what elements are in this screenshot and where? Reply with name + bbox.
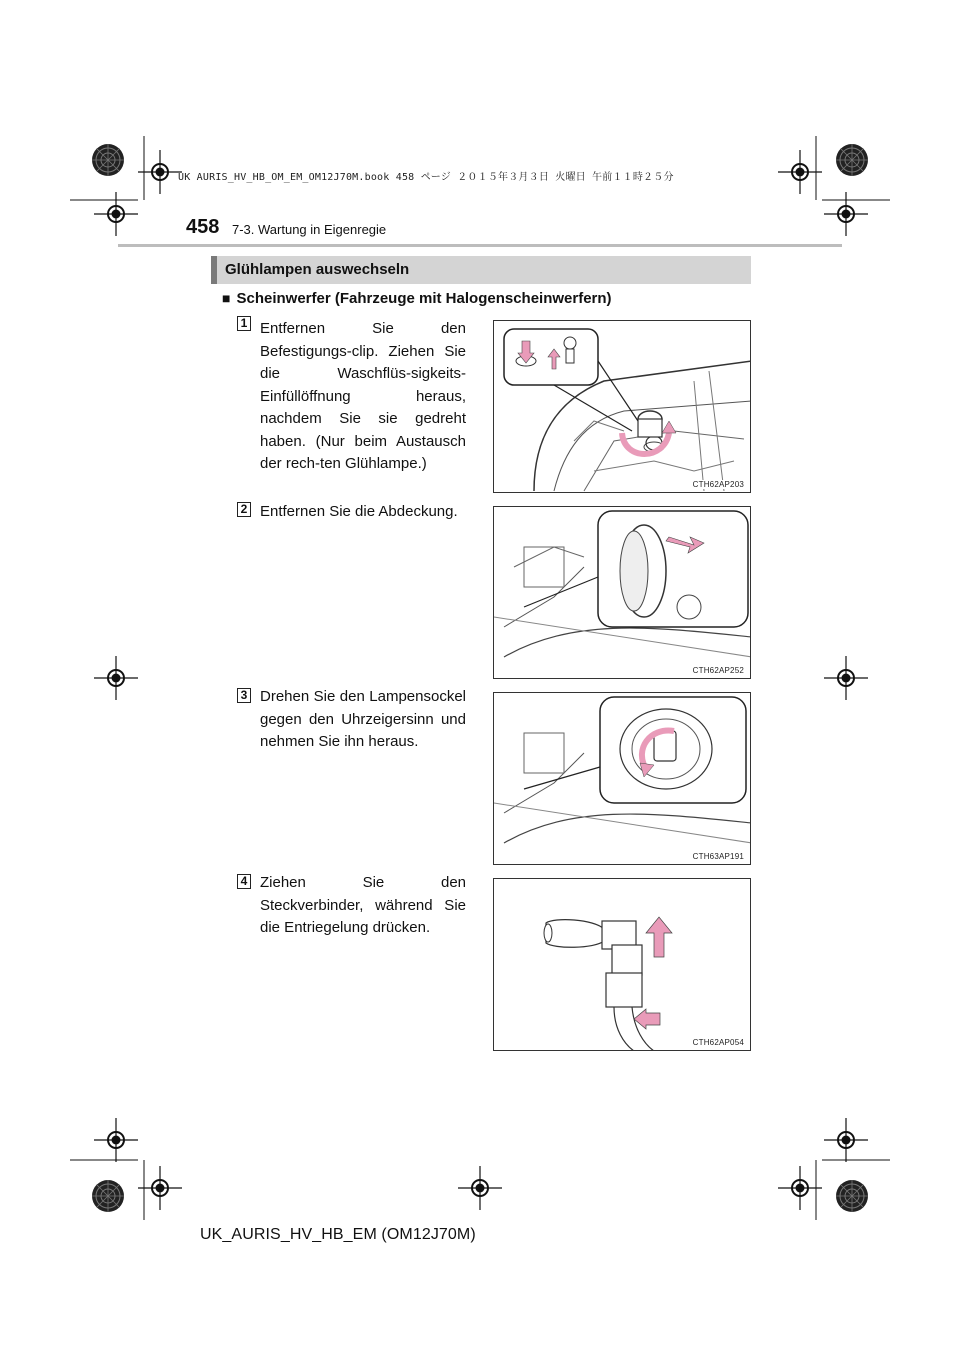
section-accent xyxy=(211,256,217,284)
step-text-2: Entfernen Sie die Abdeckung. xyxy=(260,503,458,520)
figure-washer-fluid-filler xyxy=(493,320,751,493)
section-title: Glühlampen auswechseln xyxy=(225,261,410,278)
lamp-socket-illustration xyxy=(494,693,751,865)
step-text-1: Entfernen Sie den Befestigungs-clip. Ziehen Sie die Waschflüs-sigkeits-Einfüllöffnung heraus, nachdem Sie sie gedreht haben. (Nur beim Austausch der rech-ten Glühlampe.) xyxy=(260,320,466,472)
figure-cover-removal xyxy=(493,506,751,679)
step-text-3: Drehen Sie den Lampensockel gegen den Uhrzeigersinn und nehmen Sie ihn heraus. xyxy=(260,688,466,750)
engine-bay-illustration xyxy=(494,321,751,493)
page-number: 458 xyxy=(186,216,220,238)
headlight-cover-illustration xyxy=(494,507,751,679)
footer-manual-id: UK_AURIS_HV_HB_EM (OM12J70M) xyxy=(200,1226,476,1243)
book-info-line: UK AURIS_HV_HB_OM_EM_OM12J70M.book 458 ページ ２０１５年３月３日 火曜日 午前１１時２５分 xyxy=(178,172,674,183)
subheading-text: Scheinwerfer (Fahrzeuge mit Halogenscheinwerfern) xyxy=(236,290,612,307)
figure-code: CTH62AP252 xyxy=(692,666,744,675)
step-number-2: 2 xyxy=(237,502,251,517)
step-number-3: 3 xyxy=(237,688,251,703)
figure-connector xyxy=(493,878,751,1051)
square-bullet-icon: ■ xyxy=(222,290,231,306)
figure-lamp-socket xyxy=(493,692,751,865)
bulb-connector-illustration xyxy=(494,879,751,1051)
section-header-bar xyxy=(211,256,751,284)
header-divider xyxy=(118,244,842,247)
figure-code: CTH62AP203 xyxy=(692,480,744,489)
subheading xyxy=(222,290,612,307)
chapter-title: 7-3. Wartung in Eigenregie xyxy=(232,222,387,237)
step-number-1: 1 xyxy=(237,316,251,331)
figure-code: CTH62AP054 xyxy=(692,1038,744,1047)
figure-code: CTH63AP191 xyxy=(692,852,744,861)
step-number-4: 4 xyxy=(237,874,251,889)
step-text-4: Ziehen Sie den Steckverbinder, während Sie die Entriegelung drücken. xyxy=(260,874,466,936)
